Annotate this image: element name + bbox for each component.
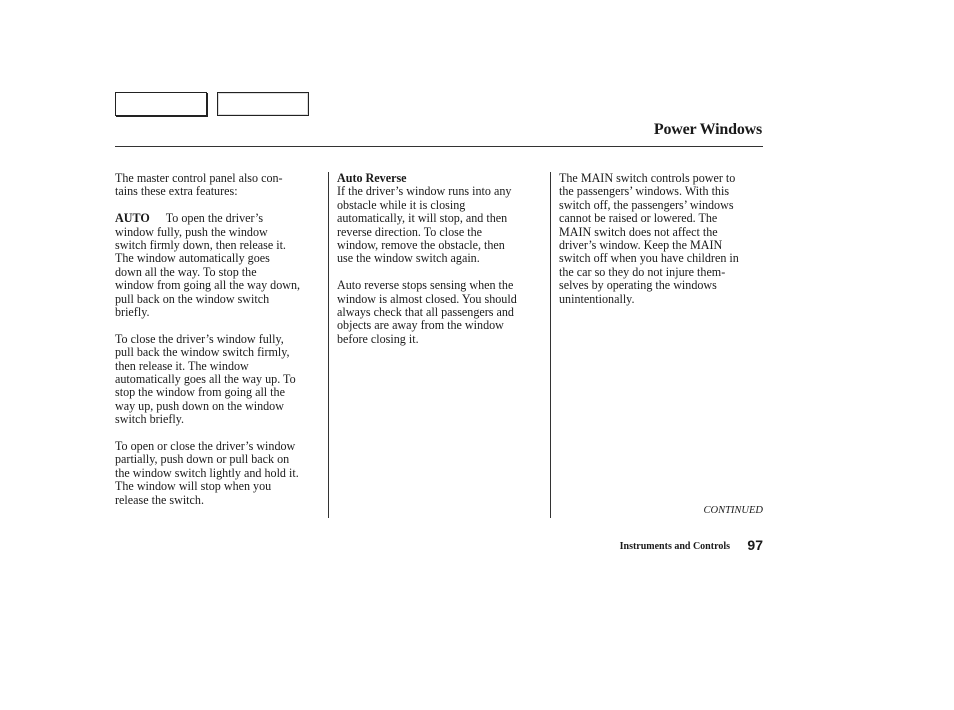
partial-paragraph: To open or close the driver’s window partially, push down or pull back on the window switch lightly and hold it. The window will stop when you release the switch. xyxy=(115,439,299,507)
auto-paragraph xyxy=(115,212,325,319)
intro-paragraph: The master control panel also con- tains these extra features: xyxy=(115,171,283,199)
column-divider-1 xyxy=(328,172,329,518)
previous-page-button[interactable] xyxy=(115,92,207,116)
auto-label: AUTO xyxy=(115,211,150,226)
auto-reverse-paragraph-1 xyxy=(337,172,547,266)
column-2 xyxy=(337,172,547,360)
continued-label: CONTINUED xyxy=(703,505,763,516)
column-1 xyxy=(115,172,325,521)
title-rule xyxy=(115,146,763,147)
auto-reverse-text-1: If the driver’s window runs into any obstacle while it is closing automatically, it will stop, and then reverse direction. To close the window, remove the obstacle, then use the window switch again. xyxy=(337,184,512,266)
next-page-button[interactable] xyxy=(217,92,309,116)
close-paragraph: To close the driver’s window fully, pull back the window switch firmly, then release it. The window automatically goes all the way up. To stop the window from going all the way up, push down on the window switch briefly. xyxy=(115,331,296,427)
column-divider-2 xyxy=(550,172,551,518)
auto-reverse-paragraph-2: Auto reverse stops sensing when the window is almost closed. You should always check that all passengers and objects are away from the window before closing it. xyxy=(337,278,517,346)
page-number: 97 xyxy=(747,537,763,553)
page-title: Power Windows xyxy=(653,121,762,138)
footer-section-title: Instruments and Controls xyxy=(619,541,730,552)
auto-reverse-heading: Auto Reverse xyxy=(337,171,407,185)
auto-text: To open the driver’s window fully, push the window switch firmly down, then release it. The window automatically goes down all the way. To stop the window from going all the way down, pull back on the window switch briefly. xyxy=(115,211,301,320)
main-switch-paragraph: The MAIN switch controls power to the passengers’ windows. With this switch off, the passengers’ windows cannot be raised or lowered. The MAIN switch does not affect the driver’s window. Keep the MAIN switch off when you have children in the car so they do not injure them- selves by operating the windows unintentionally. xyxy=(559,171,739,306)
column-3 xyxy=(559,172,769,319)
